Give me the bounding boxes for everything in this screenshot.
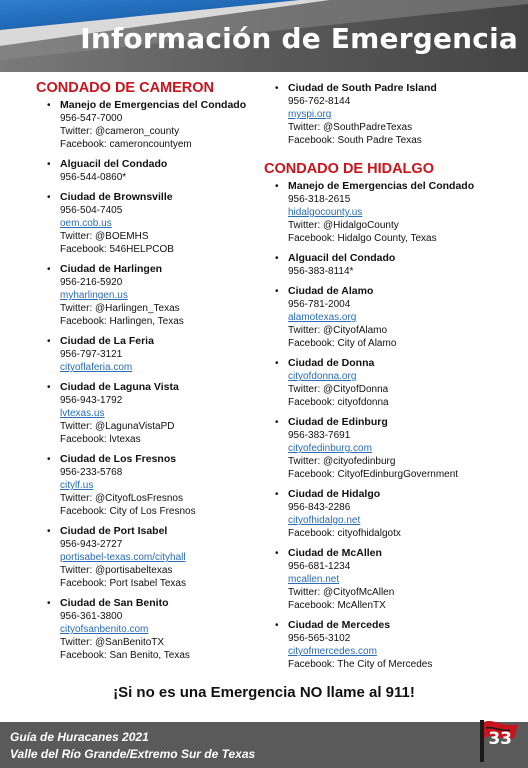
entry-link[interactable]: alamotexas.org: [288, 312, 357, 323]
bullet-icon: •: [275, 417, 279, 428]
entry-name: Ciudad de McAllen: [288, 547, 382, 559]
list-item: [36, 453, 264, 518]
cameron-heading: CONDADO DE CAMERON: [36, 80, 215, 96]
bullet-icon: •: [47, 526, 51, 537]
entry-link[interactable]: lvtexas.us: [60, 408, 105, 419]
bullet-icon: •: [275, 253, 279, 264]
list-item: [36, 191, 264, 256]
entry-name: Alguacil del Condado: [60, 158, 168, 170]
entry-detail: 956-843-2286: [288, 502, 351, 513]
entry-link[interactable]: cityofdonna.org: [288, 371, 357, 382]
entry-detail: Twitter: @portisabeltexas: [60, 565, 173, 576]
entry-detail: Twitter: @CityofDonna: [288, 384, 389, 395]
entry-detail: 956-943-1792: [60, 395, 123, 406]
entry-detail: Facebook: 546HELPCOB: [60, 244, 174, 255]
entry-detail: Facebook: City of Los Fresnos: [60, 506, 196, 517]
entry-name: Ciudad de Port Isabel: [60, 525, 168, 537]
right-column: [264, 82, 524, 678]
entry-phone: 956-762-8144: [288, 96, 351, 107]
page-header: [0, 0, 528, 72]
south-padre-list: [264, 82, 524, 147]
list-item: [36, 335, 264, 374]
entry-link[interactable]: portisabel-texas.com/cityhall: [60, 552, 186, 563]
entry-link[interactable]: myspi.org: [288, 109, 332, 120]
left-column: [36, 80, 264, 669]
entry-link[interactable]: mcallen.net: [288, 574, 340, 585]
entry-link[interactable]: myharlingen.us: [60, 290, 128, 301]
entry-detail: Facebook: cityofdonna: [288, 397, 389, 408]
entry-detail: 956-681-1234: [288, 561, 351, 572]
list-item: [264, 619, 524, 671]
entry-detail: 956-565-3102: [288, 633, 351, 644]
entry-detail: 956-318-2615: [288, 194, 351, 205]
entry-name: Ciudad de La Feria: [60, 335, 154, 347]
list-item: [36, 381, 264, 446]
cameron-list: [36, 99, 264, 662]
entry-detail: Facebook: cityofhidalgotx: [288, 528, 401, 539]
entry-name: Ciudad de Los Fresnos: [60, 453, 177, 465]
entry-detail: Twitter: @LagunaVistaPD: [60, 421, 175, 432]
list-item: [264, 357, 524, 409]
entry-detail: Facebook: lvtexas: [60, 434, 141, 445]
entry-link[interactable]: cityofmercedes.com: [288, 646, 377, 657]
entry-detail: Facebook: CityofEdinburgGovernment: [288, 469, 459, 480]
entry-detail: Twitter: @SanBenitoTX: [60, 637, 165, 648]
entry-detail: Facebook: San Benito, Texas: [60, 650, 190, 661]
bullet-icon: •: [275, 286, 279, 297]
entry-detail: Facebook: cameroncountyem: [60, 139, 192, 150]
entry-detail: Facebook: McAllenTX: [288, 600, 386, 611]
bullet-icon: •: [275, 489, 279, 500]
list-item: [264, 180, 524, 245]
entry-detail: Facebook: The City of Mercedes: [288, 659, 433, 670]
bullet-icon: •: [275, 83, 279, 94]
entry-link[interactable]: cityoflaferia.com: [60, 362, 133, 373]
entry-facebook: Facebook: South Padre Texas: [288, 135, 422, 146]
bullet-icon: •: [275, 620, 279, 631]
entry-detail: Facebook: Hidalgo County, Texas: [288, 233, 437, 244]
list-item: [36, 597, 264, 662]
entry-name: Manejo de Emergencias del Condado: [288, 180, 475, 192]
entry-detail: 956-781-2004: [288, 299, 351, 310]
entry-name: Ciudad de Brownsville: [60, 191, 173, 203]
list-item: [36, 525, 264, 590]
entry-detail: Facebook: Port Isabel Texas: [60, 578, 186, 589]
entry-detail: 956-216-5920: [60, 277, 123, 288]
entry-detail: Facebook: Harlingen, Texas: [60, 316, 184, 327]
list-item: [264, 488, 524, 540]
entry-detail: 956-504-7405: [60, 205, 123, 216]
bullet-icon: •: [275, 181, 279, 192]
bullet-icon: •: [47, 159, 51, 170]
entry-detail: Twitter: @BOEMHS: [60, 231, 149, 242]
emergency-warning: ¡Si no es una Emergencia NO llame al 911!: [113, 684, 415, 701]
entry-detail: Twitter: @cityofedinburg: [288, 456, 396, 467]
bullet-icon: •: [47, 192, 51, 203]
page-number: 33: [488, 729, 512, 749]
bullet-icon: •: [275, 548, 279, 559]
entry-name: Ciudad de Hidalgo: [288, 488, 381, 500]
page-footer: [0, 722, 528, 768]
bullet-icon: •: [47, 382, 51, 393]
page-title: Información de Emergencia: [80, 22, 518, 55]
entry-detail: 956-547-7000: [60, 113, 123, 124]
bullet-icon: •: [47, 264, 51, 275]
list-item: [264, 285, 524, 350]
list-item: [264, 82, 524, 147]
footer-region: Valle del Río Grande/Extremo Sur de Texas: [10, 747, 256, 761]
entry-twitter: Twitter: @SouthPadreTexas: [288, 122, 413, 133]
list-item: [264, 252, 524, 278]
bullet-icon: •: [47, 336, 51, 347]
entry-detail: Twitter: @cameron_county: [60, 126, 180, 137]
bullet-icon: •: [47, 598, 51, 609]
entry-link[interactable]: cityofsanbenito.com: [60, 624, 149, 635]
entry-name: Ciudad de Mercedes: [288, 619, 391, 631]
entry-name: Ciudad de Donna: [288, 357, 375, 369]
list-item: [36, 99, 264, 151]
entry-name: Ciudad de Alamo: [288, 285, 374, 297]
list-item: [36, 158, 264, 184]
entry-detail: Twitter: @HidalgoCounty: [288, 220, 399, 231]
bullet-icon: •: [47, 454, 51, 465]
entry-name: Ciudad de South Padre Island: [288, 82, 437, 94]
entry-link[interactable]: cityofhidalgo.net: [288, 515, 361, 526]
entry-link[interactable]: hidalgocounty.us: [288, 207, 363, 218]
entry-detail: Twitter: @CityofMcAllen: [288, 587, 395, 598]
entry-link[interactable]: oem.cob.us: [60, 218, 112, 229]
entry-name: Ciudad de Harlingen: [60, 263, 163, 275]
hidalgo-list: [264, 180, 524, 671]
entry-name: Alguacil del Condado: [288, 252, 396, 264]
footer-guide-title: Guía de Huracanes 2021: [10, 730, 149, 744]
entry-detail: Twitter: @CityofAlamo: [288, 325, 388, 336]
entry-detail: 956-383-8114*: [288, 266, 354, 277]
entry-detail: Facebook: City of Alamo: [288, 338, 397, 349]
list-item: [36, 263, 264, 328]
entry-name: Ciudad de San Benito: [60, 597, 169, 609]
entry-link[interactable]: cityofedinburg.com: [288, 443, 372, 454]
entry-detail: 956-233-5768: [60, 467, 123, 478]
entry-detail: 956-383-7691: [288, 430, 351, 441]
hidalgo-heading: CONDADO DE HIDALGO: [264, 161, 434, 177]
bullet-icon: •: [275, 358, 279, 369]
list-item: [264, 416, 524, 481]
entry-detail: Twitter: @CityofLosFresnos: [60, 493, 183, 504]
list-item: [264, 547, 524, 612]
entry-name: Manejo de Emergencias del Condado: [60, 99, 247, 111]
entry-link[interactable]: citylf.us: [60, 480, 94, 491]
entry-detail: Twitter: @Harlingen_Texas: [60, 303, 180, 314]
entry-detail: 956-544-0860*: [60, 172, 127, 183]
entry-detail: 956-943-2727: [60, 539, 123, 550]
bullet-icon: •: [47, 100, 51, 111]
entry-detail: 956-797-3121: [60, 349, 123, 360]
entry-name: Ciudad de Laguna Vista: [60, 381, 179, 393]
entry-name: Ciudad de Edinburg: [288, 416, 388, 428]
entry-detail: 956-361-3800: [60, 611, 123, 622]
